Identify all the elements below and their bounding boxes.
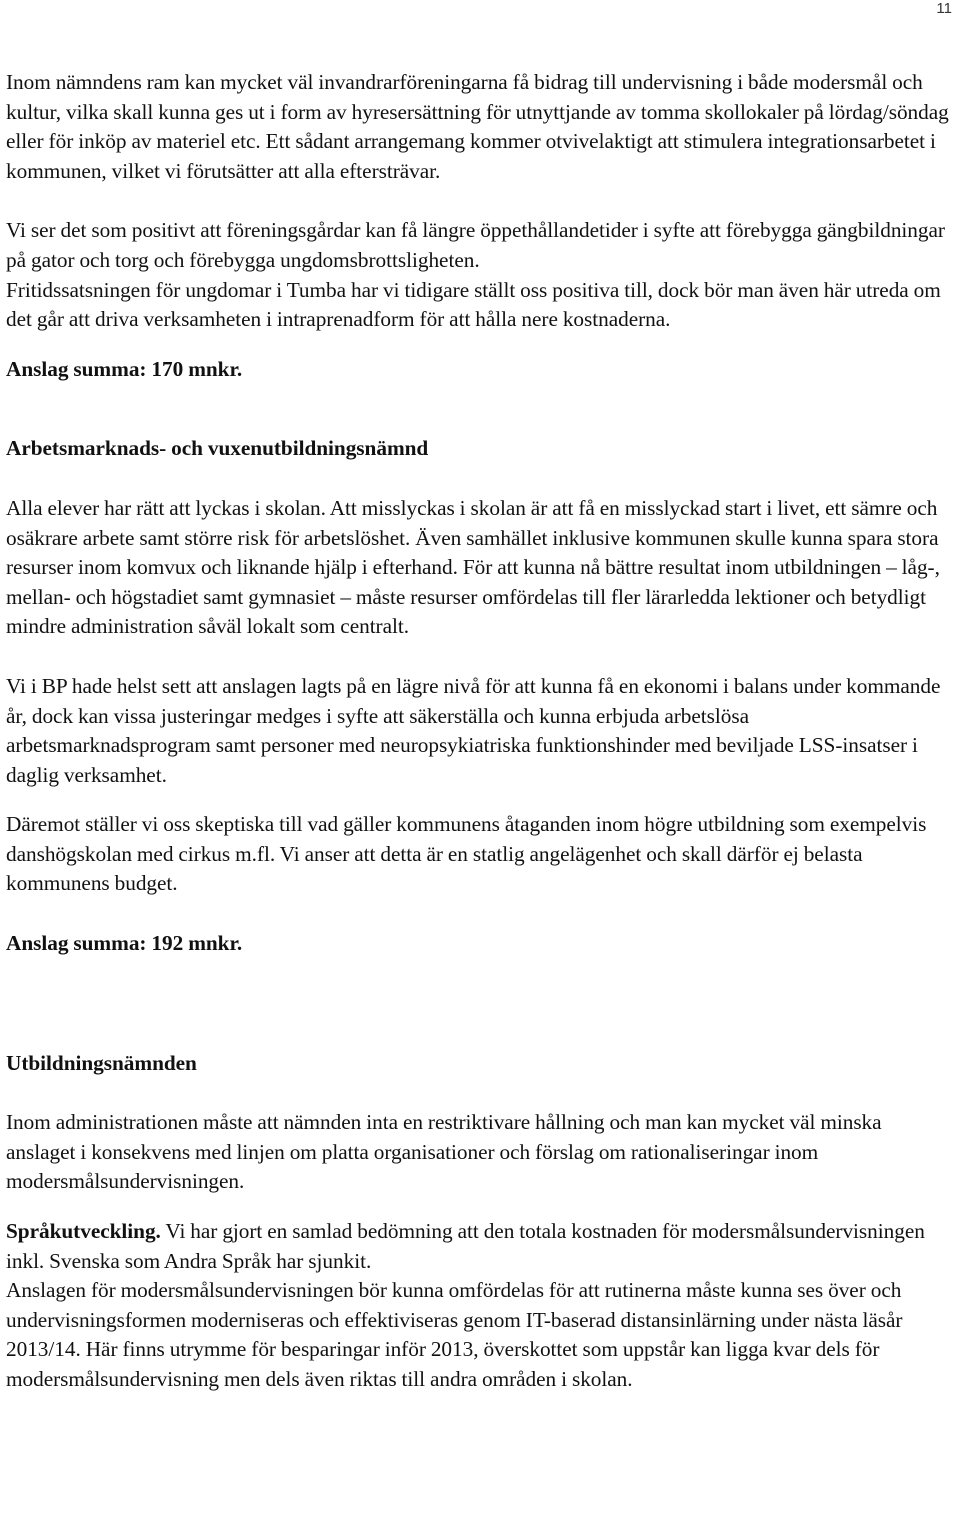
intro-paragraph-1: Inom nämndens ram kan mycket väl invandrarföreningarna få bidrag till undervisning i både modersmål och kultur, vilka skall kunna ges ut i form av hyresersättning för utnyttjande av tomma skollokaler på lördag/söndag eller för inköp av materiel etc. Ett sådant arrangemang kommer otvivelaktigt att stimulera integrationsarbetet i kommunen, vilket vi förutsätter att alla eftersträvar. (6, 70, 949, 183)
intro-paragraph-2: Vi ser det som positivt att föreningsgårdar kan få längre öppethållandetider i syfte att förebygga gängbildningar på gator och torg och förebygga ungdomsbrottsligheten. (6, 218, 945, 272)
arbetsmarknad-summary: Anslag summa: 192 mnkr. (6, 931, 243, 956)
arbetsmarknad-paragraph-1: Alla elever har rätt att lyckas i skolan. Att misslyckas i skolan är att få en misslyckad start i livet, ett sämre och osäkrare arbete samt större risk för arbetslöshet. Även samhället inklusive kommunen skulle kunna spara stora resurser inom komvux och liknande hjälp i efterhand. För att kunna nå bättre resultat inom utbildningen – låg-, mellan- och högstadiet samt gymnasiet – måste resurser omfördelas till fler lärarledda lektioner och betydligt mindre administration såväl lokalt som centralt. (6, 495, 940, 639)
utbildning-paragraph-1: Inom administrationen måste att nämnden inta en restriktivare hållning och man kan mycket väl minska anslaget i konsekvens med linjen om platta organisationer och förslag om rationaliseringar inom modersmålsundervisningen. (6, 1110, 882, 1194)
page-number: 11 (936, 0, 952, 17)
arbetsmarknad-paragraph-3: Däremot ställer vi oss skeptiska till vad gäller kommunens åtaganden inom högre utbildning som exempelvis danshögskolan med cirkus m.fl. Vi anser att detta är en statlig angelägenhet och skall därför ej belasta kommunens budget. (6, 812, 927, 896)
arbetsmarknad-paragraph-2: Vi i BP hade helst sett att anslagen lagts på en lägre nivå för att kunna få en ekonomi i balans under kommande år, dock kan vissa justeringar medges i syfte att säkerställa och kunna erbjuda arbetslösa arbetsmarknadsprogram samt personer med neuropsykiatriska funktionshinder med beviljade LSS-insatser i daglig verksamhet. (6, 673, 941, 787)
utbildning-paragraph-2-lead: Språkutveckling. (6, 1219, 161, 1244)
utbildning-paragraph-2 (6, 1217, 954, 1276)
intro-summary: Anslag summa: 170 mnkr. (6, 356, 243, 381)
heading-arbetsmarknad: Arbetsmarknads- och vuxenutbildningsnämnd (6, 436, 429, 461)
intro-paragraph-3: Fritidssatsningen för ungdomar i Tumba har vi tidigare ställt oss positiva till, dock bör man även här utreda om det går att driva verksamheten i intraprenadform för att hålla nere kostnaderna. (6, 277, 941, 332)
utbildning-paragraph-3: Anslagen för modersmålsundervisningen bör kunna omfördelas för att rutinerna måste kunna ses över och undervisningsformen moderniseras och effektiviseras genom IT-baserad distansinlärning under nästa läsår 2013/14. Här finns utrymme för besparingar inför 2013, överskottet som uppstår kan ligga kvar dels för modersmålsundervisning men dels även riktas till andra områden i skolan. (6, 1278, 903, 1391)
document-body (6, 68, 954, 1395)
heading-utbildning: Utbildningsnämnden (6, 1050, 197, 1075)
utbildning-paragraph-2-rest: Vi har gjort en samlad bedömning att den totala kostnaden för modersmålsundervisningen inkl. Svenska som Andra Språk har sjunkit. (6, 1219, 925, 1273)
